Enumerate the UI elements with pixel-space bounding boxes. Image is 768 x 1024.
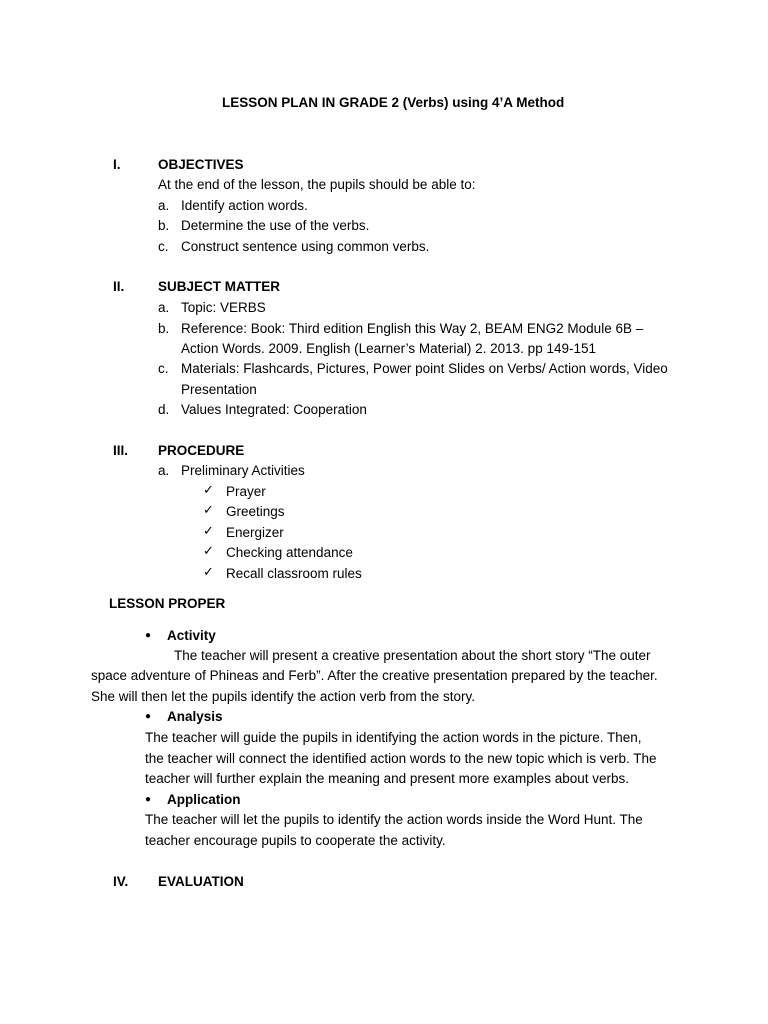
preliminary-activities: Preliminary Activities: [181, 463, 305, 478]
activity-text-line: space adventure of Phineas and Ferb”. After the creative presentation prepared by the teacher.: [91, 668, 658, 683]
checklist-item: Greetings: [226, 504, 285, 519]
procedure-heading: PROCEDURE: [158, 443, 245, 458]
checkmark-icon: ✓: [203, 565, 214, 580]
subject-matter-numeral: II.: [113, 279, 125, 294]
objectives-heading: OBJECTIVES: [158, 157, 244, 172]
preliminary-marker: a.: [158, 463, 170, 478]
checkmark-icon: ✓: [203, 483, 214, 498]
analysis-text-line: teacher will further explain the meaning and present more examples about verbs.: [145, 771, 630, 786]
evaluation-heading: EVALUATION: [158, 874, 244, 889]
objective-text: Construct sentence using common verbs.: [181, 239, 430, 254]
procedure-numeral: III.: [113, 443, 129, 458]
subject-materials-line: Materials: Flashcards, Pictures, Power point Slides on Verbs/ Action words, Video: [181, 361, 668, 376]
application-heading: Application: [167, 792, 241, 807]
objective-text: Identify action words.: [181, 198, 308, 213]
objectives-numeral: I.: [113, 157, 121, 172]
bullet-icon: ●: [145, 794, 152, 805]
subject-marker: b.: [158, 321, 170, 336]
analysis-heading: Analysis: [167, 709, 223, 724]
bullet-icon: ●: [145, 630, 152, 641]
activity-text-line: The teacher will present a creative presentation about the short story “The outer: [174, 648, 651, 663]
page-title: LESSON PLAN IN GRADE 2 (Verbs) using 4’A Method: [222, 95, 565, 110]
objective-marker: a.: [158, 198, 170, 213]
subject-marker: c.: [158, 361, 169, 376]
objective-text: Determine the use of the verbs.: [181, 218, 370, 233]
objective-marker: b.: [158, 218, 170, 233]
checklist-item: Checking attendance: [226, 545, 353, 560]
checklist-item: Recall classroom rules: [226, 566, 362, 581]
activity-text-line: She will then let the pupils identify the action verb from the story.: [91, 689, 475, 704]
objective-marker: c.: [158, 239, 169, 254]
checklist-item: Energizer: [226, 525, 284, 540]
subject-reference-line: Reference: Book: Third edition English this Way 2, BEAM ENG2 Module 6B –: [181, 321, 644, 336]
application-text-line: teacher encourage pupils to cooperate the activity.: [145, 833, 446, 848]
application-text-line: The teacher will let the pupils to identify the action words inside the Word Hunt. The: [145, 812, 643, 827]
objectives-intro: At the end of the lesson, the pupils should be able to:: [158, 177, 476, 192]
checkmark-icon: ✓: [203, 544, 214, 559]
checkmark-icon: ✓: [203, 503, 214, 518]
subject-topic-line: Topic: VERBS: [181, 300, 266, 315]
checklist-item: Prayer: [226, 484, 266, 499]
subject-marker: d.: [158, 402, 170, 417]
analysis-text-line: The teacher will guide the pupils in identifying the action words in the picture. Then,: [145, 730, 642, 745]
subject-values-line: Values Integrated: Cooperation: [181, 402, 367, 417]
subject-marker: a.: [158, 300, 170, 315]
activity-heading: Activity: [167, 628, 216, 643]
analysis-text-line: the teacher will connect the identified action words to the new topic which is verb. The: [145, 751, 657, 766]
subject-reference-line: Action Words. 2009. English (Learner’s Material) 2. 2013. pp 149-151: [181, 341, 596, 356]
subject-matter-heading: SUBJECT MATTER: [158, 279, 281, 294]
lesson-proper-heading: LESSON PROPER: [109, 596, 226, 611]
bullet-icon: ●: [145, 711, 152, 722]
evaluation-numeral: IV.: [113, 874, 129, 889]
checkmark-icon: ✓: [203, 524, 214, 539]
subject-materials-line: Presentation: [181, 382, 257, 397]
